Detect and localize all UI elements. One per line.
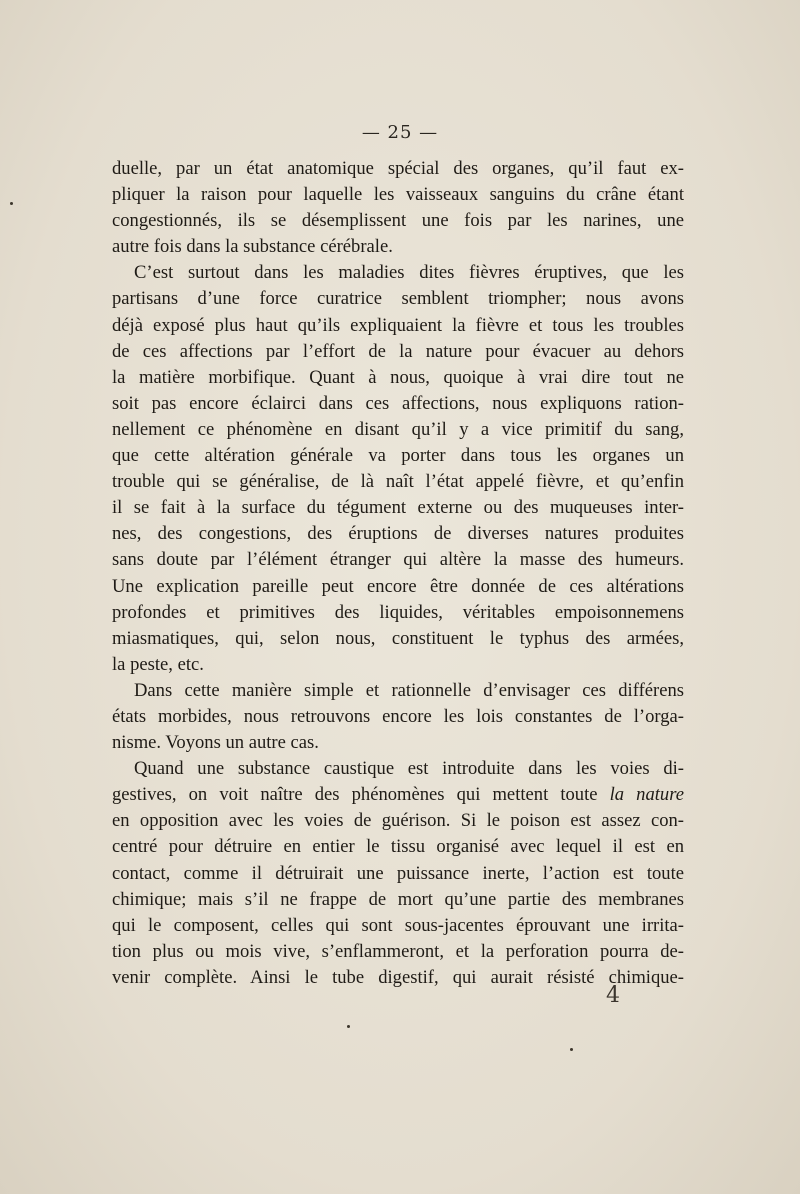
text-line: trouble qui se généralise, de là naît l’état appelé fièvre, et qu’enfin bbox=[112, 471, 684, 493]
page-speck bbox=[347, 1025, 350, 1028]
text-line: Dans cette manière simple et rationnelle d’envisager ces différens bbox=[134, 679, 684, 701]
text-line: duelle, par un état anatomique spécial des organes, qu’il faut ex- bbox=[112, 158, 684, 179]
text-line: de ces affections par l’effort de la nature pour évacuer au dehors bbox=[112, 340, 684, 362]
text-line: partisans d’une force curatrice semblent triompher; nous avons bbox=[112, 288, 684, 310]
text-line: que cette altération générale va porter dans tous les organes un bbox=[112, 445, 684, 467]
text-line: sans doute par l’élément étranger qui altère la masse des humeurs. bbox=[112, 549, 684, 571]
page-speck bbox=[570, 1048, 573, 1051]
text-line: la matière morbifique. Quant à nous, quoique à vrai dire tout ne bbox=[112, 366, 684, 388]
text-line: tion plus ou mois vive, s’enflammeront, et la perforation pourra de- bbox=[112, 940, 684, 962]
text-line: venir complète. Ainsi le tube digestif, qui aurait résisté chimique- bbox=[112, 966, 684, 988]
page-number: — 25 — bbox=[361, 122, 439, 143]
text-line: états morbides, nous retrouvons encore les lois constantes de l’orga- bbox=[112, 705, 684, 727]
text-line: nisme. Voyons un autre cas. bbox=[112, 732, 319, 754]
text-line: nellement ce phénomène en disant qu’il y a vice primitif du sang, bbox=[112, 418, 684, 440]
text-line: profondes et primitives des liquides, véritables empoisonnemens bbox=[112, 601, 684, 623]
page-speck bbox=[10, 202, 13, 205]
text-line: nes, des congestions, des éruptions de diverses natures produites bbox=[112, 523, 684, 545]
text-line: déjà exposé plus haut qu’ils expliquaient la fièvre et tous les troubles bbox=[112, 314, 684, 336]
text-line: Une explication pareille peut encore être donnée de ces altérations bbox=[112, 575, 684, 597]
body-text bbox=[112, 156, 684, 991]
signature-mark: 4 bbox=[606, 983, 620, 1008]
text-line: C’est surtout dans les maladies dites fièvres éruptives, que les bbox=[134, 262, 684, 284]
text-line: congestionnés, ils se désemplissent une fois par les narines, une bbox=[112, 210, 684, 232]
text-line: pliquer la raison pour laquelle les vaisseaux sanguins du crâne étant bbox=[112, 184, 684, 206]
text-line: miasmatiques, qui, selon nous, constituent le typhus des armées, bbox=[112, 627, 684, 649]
text-line: en opposition avec les voies de guérison. Si le poison est assez con- bbox=[112, 810, 684, 832]
text-line: qui le composent, celles qui sont sous-jacentes éprouvant une irrita- bbox=[112, 914, 684, 936]
text-line: il se fait à la surface du tégument externe ou des muqueuses inter- bbox=[112, 497, 684, 519]
text-line: contact, comme il détruirait une puissance inerte, l’action est toute bbox=[112, 862, 684, 884]
text-line: centré pour détruire en entier le tissu organisé avec lequel il est en bbox=[112, 836, 684, 858]
text-line: autre fois dans la substance cérébrale. bbox=[112, 236, 393, 258]
text-line: Quand une substance caustique est introduite dans les voies di- bbox=[134, 758, 684, 780]
text-line: gestives, on voit naître des phénomènes qui mettent toute la nature bbox=[112, 784, 684, 806]
text-line: chimique; mais s’il ne frappe de mort qu’une partie des membranes bbox=[112, 888, 684, 910]
text-line: la peste, etc. bbox=[112, 653, 204, 675]
text-line: soit pas encore éclairci dans ces affections, nous expliquons ration- bbox=[112, 392, 684, 414]
